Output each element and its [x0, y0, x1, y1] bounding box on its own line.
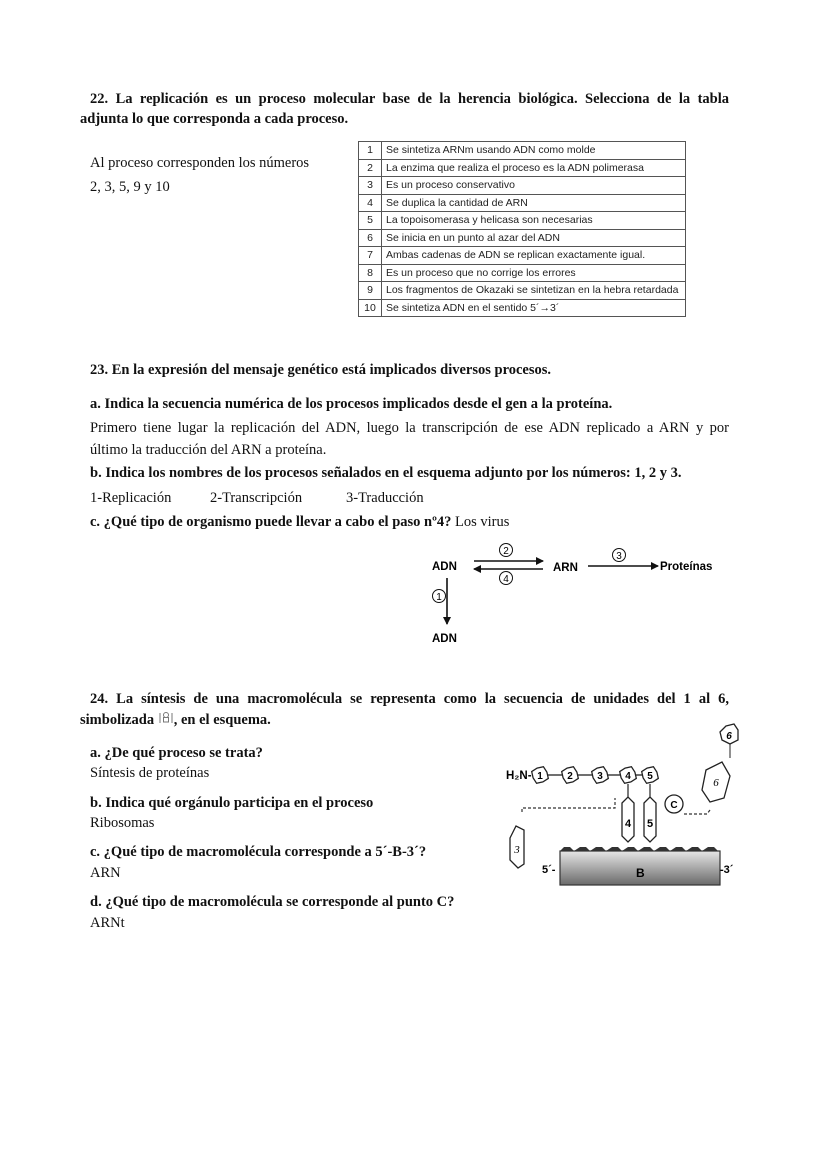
- adn-bottom-label: ADN: [432, 633, 457, 645]
- table-row: [359, 142, 686, 160]
- q23-a-answer-line1: Primero tiene lugar la replicación del ADN, luego la transcripción de ese ADN replicado a ARN y por: [90, 420, 729, 436]
- chain-unit-4: [620, 767, 637, 784]
- proteinas-label: Proteínas: [660, 561, 713, 573]
- row-text: La topoisomerasa y helicasa son necesarias: [382, 212, 686, 230]
- chain-unit-2: [562, 767, 579, 784]
- translation-diagram: [498, 718, 743, 893]
- svg-text:3: 3: [597, 771, 603, 782]
- q24-title-simbolizada: simbolizada: [80, 712, 155, 728]
- chain-unit-3: [592, 767, 609, 784]
- svg-text:4: 4: [503, 574, 509, 585]
- svg-text:5: 5: [646, 818, 654, 830]
- table-row: [359, 247, 686, 265]
- free-unit-6-tile: [702, 762, 730, 802]
- q24-title-line1: 24. La síntesis de una macromolécula se representa como la secuencia de unidades del 1 al 6,: [90, 691, 729, 707]
- row-number: 3: [359, 177, 382, 195]
- q23-b-answer-2: 2-Transcripción: [210, 490, 303, 506]
- free-unit-6-top: [720, 724, 738, 744]
- table-row: [359, 282, 686, 300]
- free-unit-3-tile: [510, 826, 524, 868]
- circle-3: [613, 549, 626, 563]
- row-text: Se sintetiza ARNm usando ADN como molde: [382, 142, 686, 160]
- svg-text:6: 6: [713, 777, 719, 789]
- circle-2: [500, 544, 513, 558]
- table-row: [359, 194, 686, 212]
- q24-c-answer: ARN: [90, 865, 121, 881]
- row-number: 7: [359, 247, 382, 265]
- circle-4: [500, 572, 513, 586]
- q24-d-question: d. ¿Qué tipo de macromolécula se corresponde al punto C?: [90, 894, 455, 910]
- q22-answer-line1: Al proceso corresponden los números: [90, 155, 310, 171]
- row-number: 10: [359, 299, 382, 317]
- table-row: [359, 264, 686, 282]
- q22-title-line2: adjunta lo que corresponda a cada proceso.: [80, 111, 349, 127]
- svg-text:5: 5: [647, 771, 653, 782]
- q22-title-line1: 22. La replicación es un proceso molecular base de la herencia biológica. Selecciona de la tabla: [90, 91, 729, 107]
- trna-4: [622, 797, 634, 842]
- q24-b-question: b. Indica qué orgánulo participa en el proceso: [90, 795, 374, 811]
- q22-options-table: [358, 141, 686, 317]
- svg-text:1: 1: [436, 592, 442, 603]
- svg-text:1: 1: [537, 771, 543, 782]
- row-number: 5: [359, 212, 382, 230]
- q24-b-answer: Ribosomas: [90, 815, 155, 831]
- row-number: 1: [359, 142, 382, 160]
- row-text: Se sintetiza ADN en el sentido 5´→3´: [382, 299, 686, 317]
- svg-text:6: 6: [726, 731, 732, 742]
- svg-text:3: 3: [514, 844, 520, 856]
- q23-c-answer: Los virus: [455, 514, 510, 530]
- svg-text:2: 2: [567, 771, 573, 782]
- svg-text:4: 4: [624, 818, 632, 830]
- row-text: Ambas cadenas de ADN se replican exactamente igual.: [382, 247, 686, 265]
- table-row: [359, 159, 686, 177]
- q24-title-line2: [80, 709, 271, 731]
- five-prime-label: 5´-: [542, 864, 556, 876]
- table-row: [359, 299, 686, 317]
- q23-c-question: c. ¿Qué tipo de organismo puede llevar a cabo el paso nº4?: [90, 514, 452, 530]
- adn-label: ADN: [432, 561, 457, 573]
- row-text: Se inicia en un punto al azar del ADN: [382, 229, 686, 247]
- q23-b-answer-1: 1-Replicación: [90, 490, 172, 506]
- svg-text:4: 4: [625, 771, 631, 782]
- b-label: B: [636, 866, 645, 880]
- q23-b-question: b. Indica los nombres de los procesos señalados en el esquema adjunto por los números: 1, 2 y 3.: [90, 465, 682, 481]
- row-number: 8: [359, 264, 382, 282]
- dashed-line-left: [522, 798, 615, 812]
- row-number: 2: [359, 159, 382, 177]
- q23-title: 23. En la expresión del mensaje genético está implicados diversos procesos.: [90, 362, 552, 378]
- row-number: 6: [359, 229, 382, 247]
- arn-label: ARN: [553, 562, 578, 574]
- table-row: [359, 212, 686, 230]
- circle-1: [433, 590, 446, 604]
- q24-c-question: c. ¿Qué tipo de macromolécula corresponde a 5´-B-3´?: [90, 844, 427, 860]
- three-prime-label: -3´: [720, 864, 734, 876]
- point-c: [665, 795, 683, 813]
- table-row: [359, 229, 686, 247]
- row-number: 9: [359, 282, 382, 300]
- trna-5: [644, 797, 656, 842]
- row-number: 4: [359, 194, 382, 212]
- q22-answer-line2: 2, 3, 5, 9 y 10: [90, 179, 170, 195]
- row-text: Los fragmentos de Okazaki se sintetizan en la hebra retardada: [382, 282, 686, 300]
- gene-expression-diagram: [420, 538, 740, 650]
- q23-a-answer-line2: último la traducción del ARN a proteína.: [90, 442, 327, 458]
- q24-title-rest: , en el esquema.: [173, 712, 271, 728]
- svg-text:C: C: [670, 800, 678, 811]
- q24-d-answer: ARNt: [90, 915, 125, 931]
- chain-unit-1: [532, 767, 549, 784]
- row-text: Es un proceso conservativo: [382, 177, 686, 195]
- svg-text:3: 3: [616, 551, 622, 562]
- row-text: Es un proceso que no corrige los errores: [382, 264, 686, 282]
- row-text: Se duplica la cantidad de ARN: [382, 194, 686, 212]
- q24-a-answer: Síntesis de proteínas: [90, 765, 210, 781]
- chain-unit-5: [642, 767, 659, 784]
- q23-a-question: a. Indica la secuencia numérica de los procesos implicados desde el gen a la proteína.: [90, 396, 613, 412]
- row-text: La enzima que realiza el proceso es la ADN polimerasa: [382, 159, 686, 177]
- q24-a-question: a. ¿De qué proceso se trata?: [90, 745, 263, 761]
- svg-text:2: 2: [503, 546, 509, 557]
- h2n-label: H₂N-: [506, 770, 532, 782]
- q23-b-answer-3: 3-Traducción: [346, 490, 424, 506]
- unit-symbol-icon: [158, 711, 174, 725]
- q23-c-line: [90, 511, 509, 533]
- dashed-line-right: [684, 810, 710, 814]
- table-row: [359, 177, 686, 195]
